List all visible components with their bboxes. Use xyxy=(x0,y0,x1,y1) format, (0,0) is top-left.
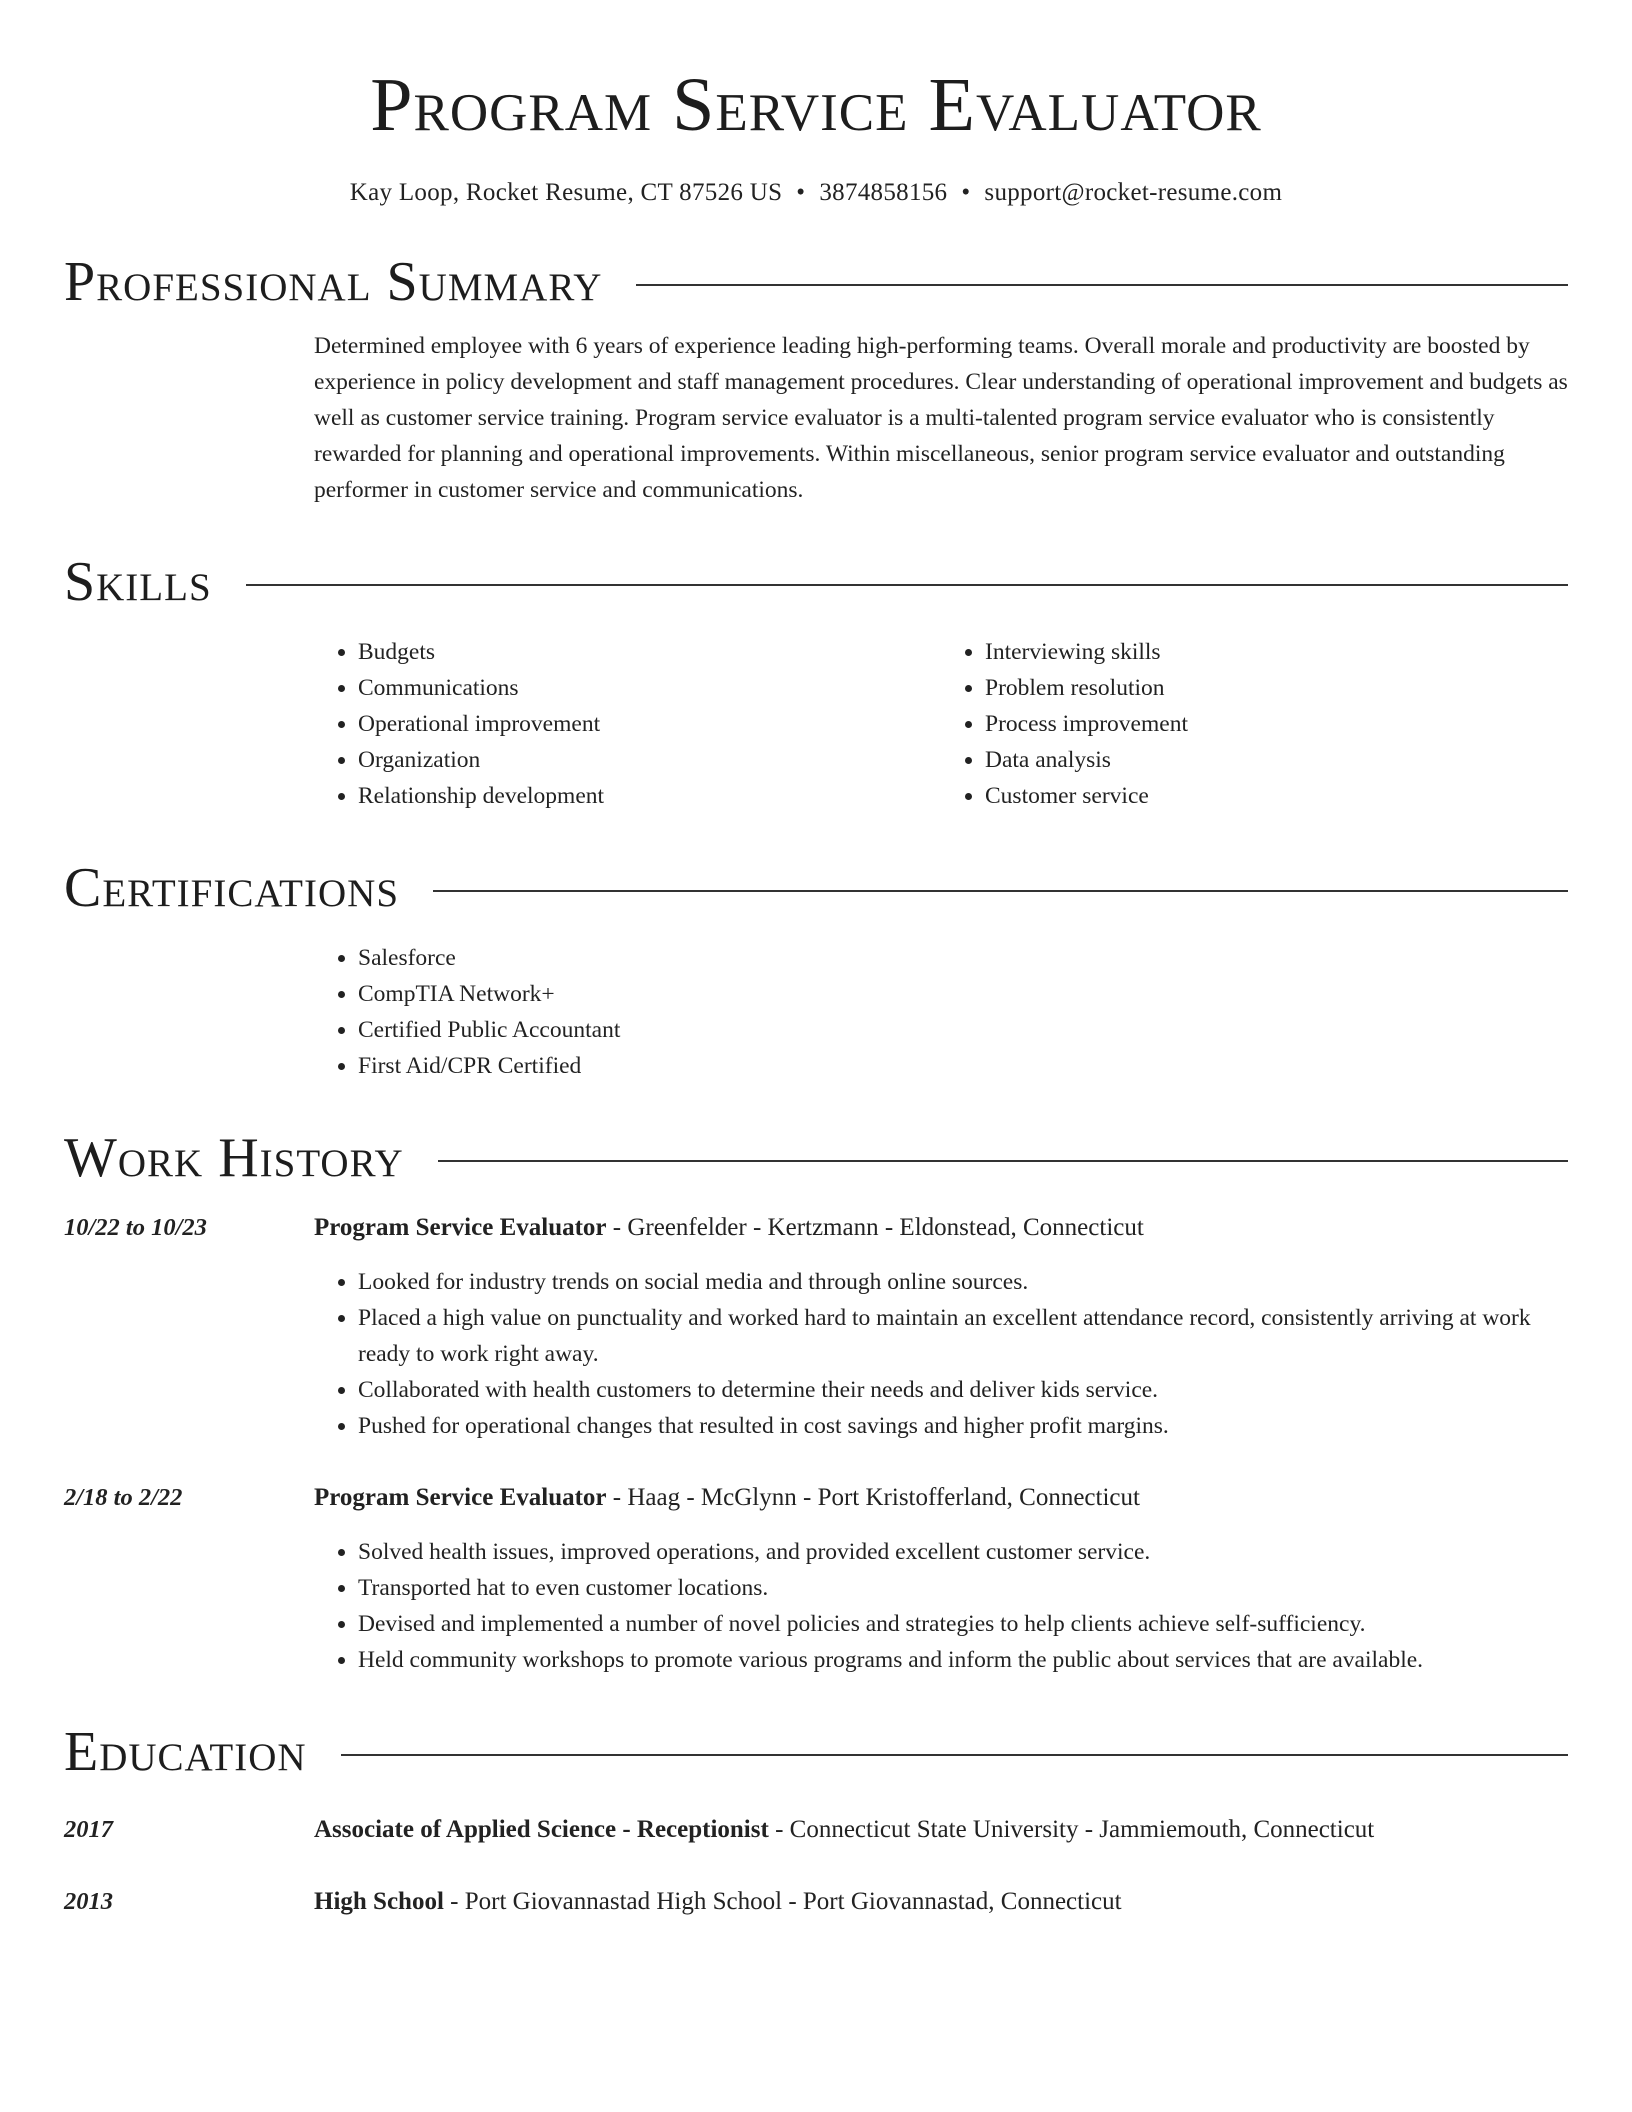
summary-section-header xyxy=(64,252,1568,312)
skill-item: • Organization xyxy=(358,742,941,778)
contact-separator: • xyxy=(961,179,971,206)
education-heading-line xyxy=(314,1884,1568,1920)
education-degree: Associate of Applied Science - Receptionist xyxy=(314,1816,769,1843)
resume-title: Program Service Evaluator xyxy=(370,63,1262,147)
work-heading-line xyxy=(314,1210,1568,1246)
job-bullet: • Held community workshops to promote various programs and inform the public about services that are available. xyxy=(358,1642,1568,1678)
education-entry xyxy=(64,1812,1568,1848)
skill-item: • Relationship development xyxy=(358,778,941,814)
contact-line xyxy=(64,178,1568,208)
skill-item: • Data analysis xyxy=(985,742,1568,778)
education-section-header xyxy=(64,1722,1568,1782)
job-bullets xyxy=(314,1264,1568,1444)
skill-item: • Customer service xyxy=(985,778,1568,814)
certifications-list xyxy=(314,940,1568,1084)
skill-item: • Communications xyxy=(358,670,941,706)
work-heading: Work History xyxy=(64,1127,404,1189)
certification-item: • First Aid/CPR Certified xyxy=(358,1048,1568,1084)
work-dates: 10/22 to 10/23 xyxy=(64,1214,207,1241)
job-bullet: • Solved health issues, improved operations, and provided excellent customer service. xyxy=(358,1534,1568,1570)
job-title: Program Service Evaluator xyxy=(314,1484,607,1511)
job-title: Program Service Evaluator xyxy=(314,1214,607,1241)
work-heading-line xyxy=(314,1480,1568,1516)
work-dates: 2/18 to 2/22 xyxy=(64,1484,183,1511)
job-employer: - Greenfelder - Kertzmann - Eldonstead, Connecticut xyxy=(606,1214,1144,1241)
skill-item: • Operational improvement xyxy=(358,706,941,742)
skill-item: • Problem resolution xyxy=(985,670,1568,706)
education-school: - Connecticut State University - Jammiemouth, Connecticut xyxy=(768,1816,1375,1843)
work-entry xyxy=(64,1210,1568,1444)
section-divider xyxy=(438,1160,1568,1162)
skills-column-right xyxy=(941,634,1568,814)
skills-list xyxy=(314,634,1568,814)
job-bullet: • Placed a high value on punctuality and worked hard to maintain an excellent attendance record, consistently arriving at work ready to work right away. xyxy=(358,1300,1568,1372)
education-heading-line xyxy=(314,1812,1568,1848)
education-heading: Education xyxy=(64,1721,307,1783)
certification-item: • Salesforce xyxy=(358,940,1568,976)
job-employer: - Haag - McGlynn - Port Kristofferland, Connecticut xyxy=(606,1484,1140,1511)
education-year: 2013 xyxy=(64,1888,113,1915)
skills-heading: Skills xyxy=(64,551,212,613)
job-bullets xyxy=(314,1534,1568,1678)
education-year: 2017 xyxy=(64,1816,113,1843)
certification-item: • Certified Public Accountant xyxy=(358,1012,1568,1048)
education-entry xyxy=(64,1884,1568,1920)
job-bullet: • Looked for industry trends on social media and through online sources. xyxy=(358,1264,1568,1300)
contact-address: Kay Loop, Rocket Resume, CT 87526 US xyxy=(349,179,783,206)
section-divider xyxy=(433,890,1568,892)
section-divider xyxy=(341,1754,1568,1756)
resume-page xyxy=(64,0,1568,1920)
skill-item: • Interviewing skills xyxy=(985,634,1568,670)
certifications-section-header xyxy=(64,858,1568,918)
contact-separator: • xyxy=(796,179,806,206)
work-section-header xyxy=(64,1128,1568,1188)
summary-heading: Professional Summary xyxy=(64,251,603,313)
job-bullet: • Transported hat to even customer locations. xyxy=(358,1570,1568,1606)
job-bullet: • Pushed for operational changes that resulted in cost savings and higher profit margins. xyxy=(358,1408,1568,1444)
summary-text: Determined employee with 6 years of experience leading high-performing teams. Overall morale and productivity are boosted by experience in policy development and staff management procedures. Clear understanding of operational improvement and budgets as well as customer service training. Program service evaluator is a multi-talented program service evaluator who is consistently rewarded for planning and operational improvements. Within miscellaneous, senior program service evaluator and outstanding performer in customer service and communications. xyxy=(314,333,1568,503)
skills-column-left xyxy=(314,634,941,814)
section-divider xyxy=(636,284,1568,286)
education-school: - Port Giovannastad High School - Port Giovannastad, Connecticut xyxy=(443,1888,1122,1915)
job-bullet: • Collaborated with health customers to determine their needs and deliver kids service. xyxy=(358,1372,1568,1408)
contact-phone: 3874858156 xyxy=(819,179,948,206)
skill-item: • Budgets xyxy=(358,634,941,670)
certification-item: • CompTIA Network+ xyxy=(358,976,1568,1012)
work-entry xyxy=(64,1480,1568,1678)
contact-email: support@rocket-resume.com xyxy=(984,179,1283,206)
section-divider xyxy=(246,584,1568,586)
job-bullet: • Devised and implemented a number of novel policies and strategies to help clients achieve self-sufficiency. xyxy=(358,1606,1568,1642)
education-degree: High School xyxy=(314,1888,444,1915)
skill-item: • Process improvement xyxy=(985,706,1568,742)
skills-section-header xyxy=(64,552,1568,612)
certifications-heading: Certifications xyxy=(64,857,400,919)
